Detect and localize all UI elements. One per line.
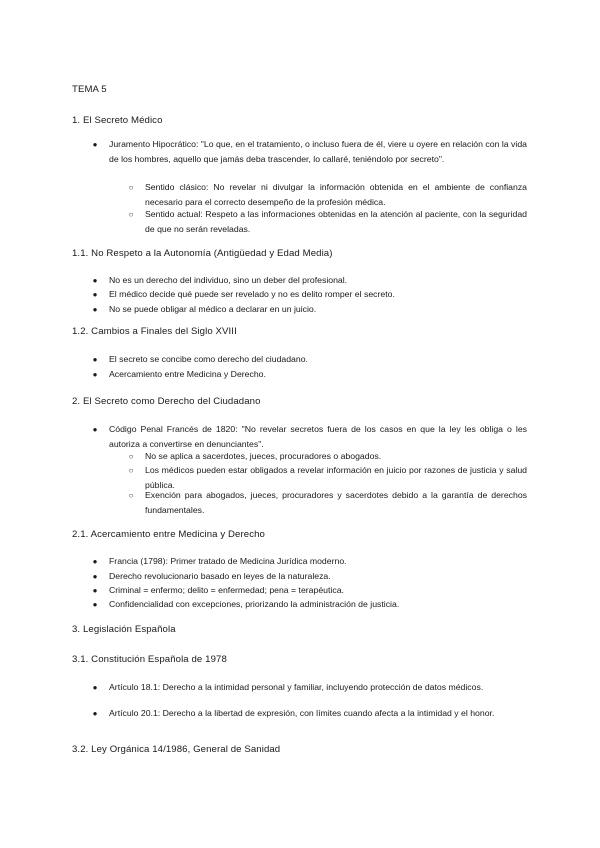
list-item: Francia (1798): Primer tratado de Medicina Jurídica moderno.	[109, 556, 347, 566]
list-item: Acercamiento entre Medicina y Derecho.	[109, 369, 266, 379]
sub-list-item: Sentido actual: Respeto a las informaciones obtenidas en la atención al paciente, con la seguridad de que no serán reveladas.	[145, 209, 527, 234]
list-item: Juramento Hipocrático: "Lo que, en el tratamiento, o incluso fuera de él, viere u oyere en relación con la vida de los hombres, aquello que jamás deba trascender, lo callaré, teniéndolo por secreto".	[109, 139, 527, 164]
bullet-dot: ●	[92, 572, 98, 581]
sub-list-item: Exención para abogados, jueces, procuradores y sacerdotes debido a la garantía de derechos fundamentales.	[145, 490, 527, 515]
document-title: TEMA 5	[72, 84, 107, 95]
list-item: El médico decide qué puede ser revelado y no es delito romper el secreto.	[109, 289, 395, 299]
section-heading-2-1: 2.1. Acercamiento entre Medicina y Derecho	[72, 529, 265, 540]
bullet-circle: ○	[128, 452, 134, 461]
bullet-circle: ○	[128, 210, 134, 219]
list-item: Código Penal Francés de 1820: "No revelar secretos fuera de los casos en que la ley les obliga o les autoriza a convertirse en denunciantes".	[109, 424, 527, 449]
list-item: Criminal = enfermo; delito = enfermedad; pena = terapéutica.	[109, 585, 344, 595]
sub-list-item: No se aplica a sacerdotes, jueces, procuradores o abogados.	[145, 451, 382, 461]
bullet-dot: ●	[92, 683, 98, 692]
bullet-circle: ○	[128, 183, 134, 192]
bullet-dot: ●	[92, 600, 98, 609]
section-heading-1-2: 1.2. Cambios a Finales del Siglo XVIII	[72, 326, 237, 337]
section-heading-1-1: 1.1. No Respeto a la Autonomía (Antigüedad y Edad Media)	[72, 248, 333, 259]
bullet-dot: ●	[92, 425, 98, 434]
bullet-dot: ●	[92, 557, 98, 566]
list-item: No es un derecho del individuo, sino un deber del profesional.	[109, 275, 348, 285]
section-heading-2: 2. El Secreto como Derecho del Ciudadano	[72, 396, 261, 407]
bullet-dot: ●	[92, 355, 98, 364]
bullet-circle: ○	[128, 466, 134, 475]
bullet-dot: ●	[92, 586, 98, 595]
list-item: Artículo 18.1: Derecho a la intimidad personal y familiar, incluyendo protección de datos médicos.	[109, 682, 484, 692]
list-item: Derecho revolucionario basado en leyes de la naturaleza.	[109, 571, 331, 581]
bullet-dot: ●	[92, 290, 98, 299]
bullet-dot: ●	[92, 276, 98, 285]
sub-list-item: Los médicos pueden estar obligados a revelar información en juicio por razones de justicia y salud pública.	[145, 465, 527, 490]
bullet-dot: ●	[92, 370, 98, 379]
section-heading-3-2: 3.2. Ley Orgánica 14/1986, General de Sanidad	[72, 744, 281, 755]
bullet-dot: ●	[92, 709, 98, 718]
bullet-circle: ○	[128, 491, 134, 500]
section-heading-3: 3. Legislación Española	[72, 624, 176, 635]
list-item: El secreto se concibe como derecho del ciudadano.	[109, 354, 308, 364]
list-item: Artículo 20.1: Derecho a la libertad de expresión, con límites cuando afecta a la intimidad y el honor.	[109, 708, 495, 718]
sub-list-item: Sentido clásico: No revelar ni divulgar la información obtenida en el ambiente de confianza necesario para el correcto desempeño de la profesión médica.	[145, 182, 527, 207]
section-heading-1: 1. El Secreto Médico	[72, 115, 163, 126]
list-item: Confidencialidad con excepciones, priorizando la administración de justicia.	[109, 599, 400, 609]
list-item: No se puede obligar al médico a declarar en un juicio.	[109, 304, 317, 314]
bullet-dot: ●	[92, 305, 98, 314]
section-heading-3-1: 3.1. Constitución Española de 1978	[72, 654, 227, 665]
bullet-dot: ●	[92, 140, 98, 149]
